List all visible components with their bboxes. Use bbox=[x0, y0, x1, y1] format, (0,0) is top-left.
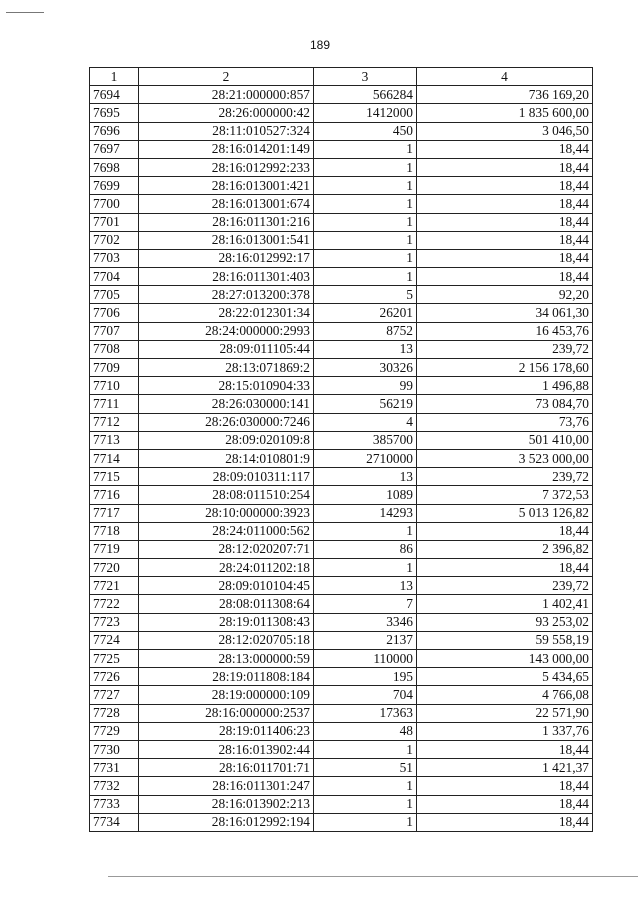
value-cell: 73 084,70 bbox=[417, 395, 593, 413]
area-cell: 2710000 bbox=[314, 449, 417, 467]
cadastral-number-cell: 28:08:011308:64 bbox=[139, 595, 314, 613]
value-cell: 2 396,82 bbox=[417, 540, 593, 558]
value-cell: 18,44 bbox=[417, 740, 593, 758]
row-number-cell: 7703 bbox=[90, 249, 139, 267]
table-row bbox=[90, 577, 593, 595]
cadastral-number-cell: 28:12:020705:18 bbox=[139, 631, 314, 649]
table-row bbox=[90, 613, 593, 631]
row-number-cell: 7705 bbox=[90, 286, 139, 304]
cadastral-number-cell: 28:16:011301:247 bbox=[139, 777, 314, 795]
row-number-cell: 7726 bbox=[90, 668, 139, 686]
cadastral-number-cell: 28:16:012992:17 bbox=[139, 249, 314, 267]
column-header-4: 4 bbox=[417, 68, 593, 86]
row-number-cell: 7734 bbox=[90, 813, 139, 831]
table-row bbox=[90, 740, 593, 758]
value-cell: 239,72 bbox=[417, 340, 593, 358]
row-number-cell: 7719 bbox=[90, 540, 139, 558]
cadastral-number-cell: 28:16:000000:2537 bbox=[139, 704, 314, 722]
area-cell: 450 bbox=[314, 122, 417, 140]
cadastral-number-cell: 28:19:011808:184 bbox=[139, 668, 314, 686]
value-cell: 1 835 600,00 bbox=[417, 104, 593, 122]
row-number-cell: 7697 bbox=[90, 140, 139, 158]
value-cell: 2 156 178,60 bbox=[417, 359, 593, 377]
area-cell: 51 bbox=[314, 759, 417, 777]
area-cell: 1 bbox=[314, 231, 417, 249]
table-body bbox=[90, 86, 593, 832]
value-cell: 239,72 bbox=[417, 577, 593, 595]
data-table bbox=[89, 67, 593, 832]
table-row bbox=[90, 468, 593, 486]
table-row bbox=[90, 595, 593, 613]
value-cell: 18,44 bbox=[417, 213, 593, 231]
row-number-cell: 7720 bbox=[90, 559, 139, 577]
cadastral-number-cell: 28:26:030000:7246 bbox=[139, 413, 314, 431]
cadastral-number-cell: 28:16:013001:421 bbox=[139, 177, 314, 195]
cadastral-number-cell: 28:16:011301:403 bbox=[139, 268, 314, 286]
header-row bbox=[90, 68, 593, 86]
value-cell: 1 337,76 bbox=[417, 722, 593, 740]
value-cell: 18,44 bbox=[417, 559, 593, 577]
cadastral-number-cell: 28:10:000000:3923 bbox=[139, 504, 314, 522]
area-cell: 1 bbox=[314, 777, 417, 795]
table-row bbox=[90, 486, 593, 504]
table-row bbox=[90, 540, 593, 558]
cadastral-number-cell: 28:09:011105:44 bbox=[139, 340, 314, 358]
row-number-cell: 7721 bbox=[90, 577, 139, 595]
row-number-cell: 7698 bbox=[90, 158, 139, 176]
value-cell: 92,20 bbox=[417, 286, 593, 304]
area-cell: 1 bbox=[314, 813, 417, 831]
cadastral-number-cell: 28:16:014201:149 bbox=[139, 140, 314, 158]
area-cell: 1 bbox=[314, 177, 417, 195]
cadastral-number-cell: 28:09:020109:8 bbox=[139, 431, 314, 449]
cadastral-number-cell: 28:19:011406:23 bbox=[139, 722, 314, 740]
value-cell: 143 000,00 bbox=[417, 650, 593, 668]
table-row bbox=[90, 304, 593, 322]
cadastral-number-cell: 28:15:010904:33 bbox=[139, 377, 314, 395]
row-number-cell: 7729 bbox=[90, 722, 139, 740]
row-number-cell: 7722 bbox=[90, 595, 139, 613]
cadastral-number-cell: 28:24:011000:562 bbox=[139, 522, 314, 540]
cadastral-number-cell: 28:16:013902:213 bbox=[139, 795, 314, 813]
value-cell: 18,44 bbox=[417, 268, 593, 286]
value-cell: 18,44 bbox=[417, 177, 593, 195]
table-row bbox=[90, 122, 593, 140]
value-cell: 1 421,37 bbox=[417, 759, 593, 777]
value-cell: 3 523 000,00 bbox=[417, 449, 593, 467]
area-cell: 5 bbox=[314, 286, 417, 304]
value-cell: 4 766,08 bbox=[417, 686, 593, 704]
table-row bbox=[90, 359, 593, 377]
cadastral-number-cell: 28:13:000000:59 bbox=[139, 650, 314, 668]
table-row bbox=[90, 722, 593, 740]
table-row bbox=[90, 377, 593, 395]
area-cell: 26201 bbox=[314, 304, 417, 322]
table-row bbox=[90, 795, 593, 813]
cadastral-number-cell: 28:16:013001:541 bbox=[139, 231, 314, 249]
value-cell: 18,44 bbox=[417, 795, 593, 813]
area-cell: 195 bbox=[314, 668, 417, 686]
cadastral-number-cell: 28:24:000000:2993 bbox=[139, 322, 314, 340]
value-cell: 1 402,41 bbox=[417, 595, 593, 613]
column-header-2: 2 bbox=[139, 68, 314, 86]
row-number-cell: 7730 bbox=[90, 740, 139, 758]
row-number-cell: 7715 bbox=[90, 468, 139, 486]
row-number-cell: 7731 bbox=[90, 759, 139, 777]
table-row bbox=[90, 668, 593, 686]
value-cell: 16 453,76 bbox=[417, 322, 593, 340]
table-row bbox=[90, 777, 593, 795]
value-cell: 18,44 bbox=[417, 140, 593, 158]
table-row bbox=[90, 522, 593, 540]
cadastral-number-cell: 28:19:000000:109 bbox=[139, 686, 314, 704]
area-cell: 13 bbox=[314, 340, 417, 358]
area-cell: 1 bbox=[314, 740, 417, 758]
area-cell: 8752 bbox=[314, 322, 417, 340]
value-cell: 18,44 bbox=[417, 158, 593, 176]
cadastral-number-cell: 28:16:011301:216 bbox=[139, 213, 314, 231]
row-number-cell: 7723 bbox=[90, 613, 139, 631]
table-row bbox=[90, 449, 593, 467]
table-row bbox=[90, 140, 593, 158]
value-cell: 18,44 bbox=[417, 195, 593, 213]
area-cell: 13 bbox=[314, 577, 417, 595]
row-number-cell: 7709 bbox=[90, 359, 139, 377]
table-row bbox=[90, 268, 593, 286]
cadastral-number-cell: 28:19:011308:43 bbox=[139, 613, 314, 631]
cadastral-number-cell: 28:24:011202:18 bbox=[139, 559, 314, 577]
area-cell: 14293 bbox=[314, 504, 417, 522]
cadastral-number-cell: 28:09:010311:117 bbox=[139, 468, 314, 486]
row-number-cell: 7728 bbox=[90, 704, 139, 722]
row-number-cell: 7732 bbox=[90, 777, 139, 795]
area-cell: 1 bbox=[314, 522, 417, 540]
row-number-cell: 7713 bbox=[90, 431, 139, 449]
area-cell: 30326 bbox=[314, 359, 417, 377]
cadastral-number-cell: 28:21:000000:857 bbox=[139, 86, 314, 104]
cadastral-number-cell: 28:16:013001:674 bbox=[139, 195, 314, 213]
table-row bbox=[90, 631, 593, 649]
value-cell: 18,44 bbox=[417, 777, 593, 795]
row-number-cell: 7700 bbox=[90, 195, 139, 213]
row-number-cell: 7710 bbox=[90, 377, 139, 395]
area-cell: 1 bbox=[314, 268, 417, 286]
row-number-cell: 7701 bbox=[90, 213, 139, 231]
value-cell: 22 571,90 bbox=[417, 704, 593, 722]
table-row bbox=[90, 504, 593, 522]
table-row bbox=[90, 249, 593, 267]
area-cell: 48 bbox=[314, 722, 417, 740]
row-number-cell: 7694 bbox=[90, 86, 139, 104]
row-number-cell: 7724 bbox=[90, 631, 139, 649]
row-number-cell: 7696 bbox=[90, 122, 139, 140]
area-cell: 385700 bbox=[314, 431, 417, 449]
row-number-cell: 7733 bbox=[90, 795, 139, 813]
area-cell: 110000 bbox=[314, 650, 417, 668]
page-number: 189 bbox=[309, 38, 331, 52]
table-row bbox=[90, 650, 593, 668]
area-cell: 86 bbox=[314, 540, 417, 558]
value-cell: 73,76 bbox=[417, 413, 593, 431]
area-cell: 1 bbox=[314, 140, 417, 158]
table-row bbox=[90, 340, 593, 358]
value-cell: 3 046,50 bbox=[417, 122, 593, 140]
cadastral-number-cell: 28:12:020207:71 bbox=[139, 540, 314, 558]
cadastral-number-cell: 28:22:012301:34 bbox=[139, 304, 314, 322]
area-cell: 566284 bbox=[314, 86, 417, 104]
value-cell: 1 496,88 bbox=[417, 377, 593, 395]
cadastral-number-cell: 28:16:013902:44 bbox=[139, 740, 314, 758]
area-cell: 56219 bbox=[314, 395, 417, 413]
area-cell: 1 bbox=[314, 249, 417, 267]
area-cell: 1089 bbox=[314, 486, 417, 504]
row-number-cell: 7712 bbox=[90, 413, 139, 431]
area-cell: 99 bbox=[314, 377, 417, 395]
cadastral-number-cell: 28:14:010801:9 bbox=[139, 449, 314, 467]
value-cell: 93 253,02 bbox=[417, 613, 593, 631]
column-header-1: 1 bbox=[90, 68, 139, 86]
area-cell: 2137 bbox=[314, 631, 417, 649]
value-cell: 18,44 bbox=[417, 813, 593, 831]
table-row bbox=[90, 195, 593, 213]
area-cell: 1 bbox=[314, 213, 417, 231]
table-row bbox=[90, 231, 593, 249]
cadastral-number-cell: 28:27:013200:378 bbox=[139, 286, 314, 304]
column-header-3: 3 bbox=[314, 68, 417, 86]
row-number-cell: 7711 bbox=[90, 395, 139, 413]
table-row bbox=[90, 431, 593, 449]
row-number-cell: 7717 bbox=[90, 504, 139, 522]
cadastral-number-cell: 28:26:000000:42 bbox=[139, 104, 314, 122]
row-number-cell: 7714 bbox=[90, 449, 139, 467]
value-cell: 59 558,19 bbox=[417, 631, 593, 649]
row-number-cell: 7718 bbox=[90, 522, 139, 540]
cadastral-number-cell: 28:16:012992:194 bbox=[139, 813, 314, 831]
area-cell: 1 bbox=[314, 158, 417, 176]
row-number-cell: 7706 bbox=[90, 304, 139, 322]
table-row bbox=[90, 177, 593, 195]
row-number-cell: 7695 bbox=[90, 104, 139, 122]
table-row bbox=[90, 413, 593, 431]
area-cell: 704 bbox=[314, 686, 417, 704]
value-cell: 501 410,00 bbox=[417, 431, 593, 449]
value-cell: 5 434,65 bbox=[417, 668, 593, 686]
table-row bbox=[90, 322, 593, 340]
area-cell: 7 bbox=[314, 595, 417, 613]
area-cell: 1412000 bbox=[314, 104, 417, 122]
area-cell: 3346 bbox=[314, 613, 417, 631]
row-number-cell: 7727 bbox=[90, 686, 139, 704]
corner-mark bbox=[6, 12, 44, 13]
bottom-rule bbox=[108, 876, 638, 877]
table-row bbox=[90, 104, 593, 122]
table-row bbox=[90, 813, 593, 831]
value-cell: 5 013 126,82 bbox=[417, 504, 593, 522]
value-cell: 34 061,30 bbox=[417, 304, 593, 322]
row-number-cell: 7707 bbox=[90, 322, 139, 340]
row-number-cell: 7708 bbox=[90, 340, 139, 358]
area-cell: 1 bbox=[314, 795, 417, 813]
value-cell: 18,44 bbox=[417, 249, 593, 267]
table-row bbox=[90, 759, 593, 777]
area-cell: 17363 bbox=[314, 704, 417, 722]
cadastral-number-cell: 28:09:010104:45 bbox=[139, 577, 314, 595]
area-cell: 4 bbox=[314, 413, 417, 431]
cadastral-number-cell: 28:16:011701:71 bbox=[139, 759, 314, 777]
cadastral-number-cell: 28:08:011510:254 bbox=[139, 486, 314, 504]
table-row bbox=[90, 395, 593, 413]
cadastral-number-cell: 28:26:030000:141 bbox=[139, 395, 314, 413]
value-cell: 18,44 bbox=[417, 522, 593, 540]
row-number-cell: 7725 bbox=[90, 650, 139, 668]
row-number-cell: 7704 bbox=[90, 268, 139, 286]
cadastral-number-cell: 28:11:010527:324 bbox=[139, 122, 314, 140]
cadastral-number-cell: 28:16:012992:233 bbox=[139, 158, 314, 176]
table-row bbox=[90, 213, 593, 231]
table-row bbox=[90, 686, 593, 704]
row-number-cell: 7716 bbox=[90, 486, 139, 504]
value-cell: 239,72 bbox=[417, 468, 593, 486]
value-cell: 18,44 bbox=[417, 231, 593, 249]
area-cell: 1 bbox=[314, 195, 417, 213]
table-row bbox=[90, 158, 593, 176]
table-row bbox=[90, 704, 593, 722]
cadastral-number-cell: 28:13:071869:2 bbox=[139, 359, 314, 377]
area-cell: 1 bbox=[314, 559, 417, 577]
row-number-cell: 7702 bbox=[90, 231, 139, 249]
area-cell: 13 bbox=[314, 468, 417, 486]
table-row bbox=[90, 286, 593, 304]
value-cell: 736 169,20 bbox=[417, 86, 593, 104]
table-row bbox=[90, 86, 593, 104]
table-row bbox=[90, 559, 593, 577]
row-number-cell: 7699 bbox=[90, 177, 139, 195]
value-cell: 7 372,53 bbox=[417, 486, 593, 504]
